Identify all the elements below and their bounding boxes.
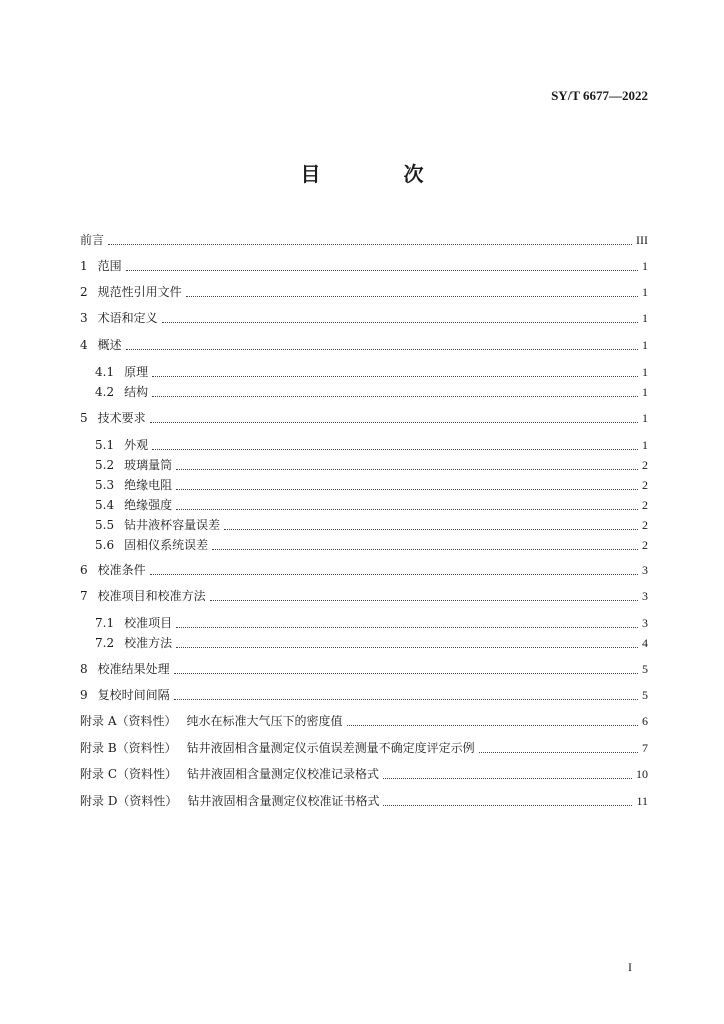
toc-entry-number: 7.2 xyxy=(95,636,115,650)
toc-entry[interactable] xyxy=(80,683,648,703)
toc-entry[interactable] xyxy=(80,333,648,353)
toc-leader-dots xyxy=(108,232,632,245)
toc-leader-dots xyxy=(224,517,638,530)
toc-entry-page: 3 xyxy=(642,589,648,603)
toc-entry-number: 4.1 xyxy=(95,365,115,379)
toc-entry-number: 9 xyxy=(80,688,88,702)
toc-entry-page: 6 xyxy=(642,714,648,728)
toc-entry-title: 规范性引用文件 xyxy=(97,285,182,299)
toc-entry-page: 2 xyxy=(642,518,648,532)
toc-leader-dots xyxy=(212,537,638,550)
toc-entry[interactable] xyxy=(80,736,648,756)
toc-entry[interactable] xyxy=(80,631,648,651)
toc-entry-number: 5.1 xyxy=(95,438,115,452)
toc-leader-dots xyxy=(174,661,638,674)
toc-entry[interactable] xyxy=(80,280,648,300)
toc-leader-dots xyxy=(152,437,638,450)
toc-entry-page: 1 xyxy=(642,338,648,352)
toc-entry-number: 附录 D（资料性） xyxy=(80,794,178,808)
toc-leader-dots xyxy=(210,588,638,601)
toc-entry-number: 5.2 xyxy=(95,458,115,472)
toc-entry-number: 附录 C（资料性） xyxy=(80,767,177,781)
toc-entry-title: 校准项目 xyxy=(124,616,173,630)
toc-entry-number: 5.6 xyxy=(95,538,115,552)
toc-entry-title: 固相仪系统误差 xyxy=(124,538,209,552)
toc-entry-page: 11 xyxy=(636,794,648,808)
toc-entry-page: 1 xyxy=(642,411,648,425)
toc-entry-title: 钻井液固相含量测定仪示值误差测量不确定度评定示例 xyxy=(186,741,475,755)
toc-entry-page: 5 xyxy=(642,662,648,676)
toc-entry-number: 2 xyxy=(80,285,88,299)
toc-entry[interactable] xyxy=(80,513,648,533)
toc-leader-dots xyxy=(176,615,638,628)
toc-leader-dots xyxy=(479,740,638,753)
toc-entry-page: 2 xyxy=(642,458,648,472)
toc-leader-dots xyxy=(150,410,638,423)
toc-entry-title: 校准方法 xyxy=(124,636,173,650)
toc-entry-page: 2 xyxy=(642,538,648,552)
toc-entry[interactable] xyxy=(80,709,648,729)
toc-entry[interactable] xyxy=(80,584,648,604)
toc-entry-title: 钻井液固相含量测定仪校准证书格式 xyxy=(187,794,380,808)
toc-entry[interactable] xyxy=(80,433,648,453)
toc-entry-page: 10 xyxy=(636,767,648,781)
toc-entry-number: 4.2 xyxy=(95,385,115,399)
toc-entry-number: 4 xyxy=(80,338,88,352)
toc-entry-page: 4 xyxy=(642,636,648,650)
standard-code: SY/T 6677—2022 xyxy=(551,88,648,103)
toc-entry[interactable] xyxy=(80,473,648,493)
toc-entry-page: 2 xyxy=(642,498,648,512)
toc-entry[interactable] xyxy=(80,657,648,677)
toc-entry-page: III xyxy=(636,233,648,247)
toc-entry-title: 复校时间间隔 xyxy=(97,688,170,702)
toc-entry-page: 1 xyxy=(642,311,648,325)
toc-entry-title: 概述 xyxy=(97,338,122,352)
toc-leader-dots xyxy=(126,337,638,350)
toc-entry-title: 范围 xyxy=(97,259,122,273)
toc-leader-dots xyxy=(383,766,632,779)
toc-entry-number: 7.1 xyxy=(95,616,115,630)
toc-entry[interactable] xyxy=(80,306,648,326)
toc-entry[interactable] xyxy=(80,360,648,380)
toc-entry-title: 结构 xyxy=(124,385,149,399)
toc-entry[interactable] xyxy=(80,380,648,400)
toc-entry-page: 2 xyxy=(642,478,648,492)
toc-leader-dots xyxy=(186,284,638,297)
toc-entry-number: 6 xyxy=(80,563,88,577)
toc-entry-title: 外观 xyxy=(124,438,149,452)
toc-entry-title: 校准项目和校准方法 xyxy=(97,589,206,603)
toc-leader-dots xyxy=(347,713,639,726)
toc-entry[interactable] xyxy=(80,228,648,248)
toc-leader-dots xyxy=(176,477,638,490)
toc-entry[interactable] xyxy=(80,406,648,426)
toc-leader-dots xyxy=(152,384,638,397)
toc-entry-title: 钻井液杯容量误差 xyxy=(124,518,221,532)
toc-entry[interactable] xyxy=(80,789,648,809)
toc-entry-title: 钻井液固相含量测定仪校准记录格式 xyxy=(187,767,380,781)
toc-leader-dots xyxy=(174,687,638,700)
toc-leader-dots xyxy=(176,635,638,648)
toc-leader-dots xyxy=(162,310,638,323)
toc-entry[interactable] xyxy=(80,254,648,274)
toc-entry-title: 绝缘强度 xyxy=(124,498,173,512)
toc-leader-dots xyxy=(176,457,638,470)
toc-entry-number: 5.4 xyxy=(95,498,115,512)
toc-leader-dots xyxy=(126,258,638,271)
toc-entry-page: 3 xyxy=(642,616,648,630)
toc-entry-number: 1 xyxy=(80,259,88,273)
toc-entry-page: 3 xyxy=(642,563,648,577)
toc-entry-title: 玻璃量筒 xyxy=(124,458,173,472)
toc-entry[interactable] xyxy=(80,558,648,578)
toc-leader-dots xyxy=(150,562,638,575)
toc-leader-dots xyxy=(152,364,638,377)
toc-leader-dots xyxy=(176,497,638,510)
toc-entry[interactable] xyxy=(80,762,648,782)
toc-entry-title: 绝缘电阻 xyxy=(124,478,173,492)
toc-entry-page: 1 xyxy=(642,365,648,379)
toc-entry-number: 3 xyxy=(80,311,88,325)
toc-entry-page: 1 xyxy=(642,259,648,273)
toc-entry-number: 8 xyxy=(80,662,88,676)
toc-entry[interactable] xyxy=(80,611,648,631)
toc-entry-page: 7 xyxy=(642,741,648,755)
toc-entry-title: 纯水在标准大气压下的密度值 xyxy=(186,714,343,728)
toc-entry[interactable] xyxy=(80,453,648,473)
toc-entry-title: 技术要求 xyxy=(97,411,146,425)
page-title: 目 次 xyxy=(300,162,462,186)
toc-entry-page: 5 xyxy=(642,688,648,702)
toc-entry-number: 7 xyxy=(80,589,88,603)
toc-entry-page: 1 xyxy=(642,285,648,299)
page-number: I xyxy=(628,960,632,974)
toc-entry-title: 校准条件 xyxy=(97,563,146,577)
toc-entry[interactable] xyxy=(80,493,648,513)
toc-entry-title: 术语和定义 xyxy=(97,311,158,325)
toc-entry-title: 原理 xyxy=(124,365,149,379)
toc-entry-number: 附录 A（资料性） xyxy=(80,714,177,728)
toc-entry-number: 5 xyxy=(80,411,88,425)
toc-leader-dots xyxy=(383,793,632,806)
toc-entry-page: 1 xyxy=(642,438,648,452)
toc-entry-page: 1 xyxy=(642,385,648,399)
toc-entry-number: 5.3 xyxy=(95,478,115,492)
toc-entry-number: 附录 B（资料性） xyxy=(80,741,177,755)
toc-entry[interactable] xyxy=(80,533,648,553)
toc-entry-title: 前言 xyxy=(80,233,105,247)
toc-entry-title: 校准结果处理 xyxy=(97,662,170,676)
toc-entry-number: 5.5 xyxy=(95,518,115,532)
